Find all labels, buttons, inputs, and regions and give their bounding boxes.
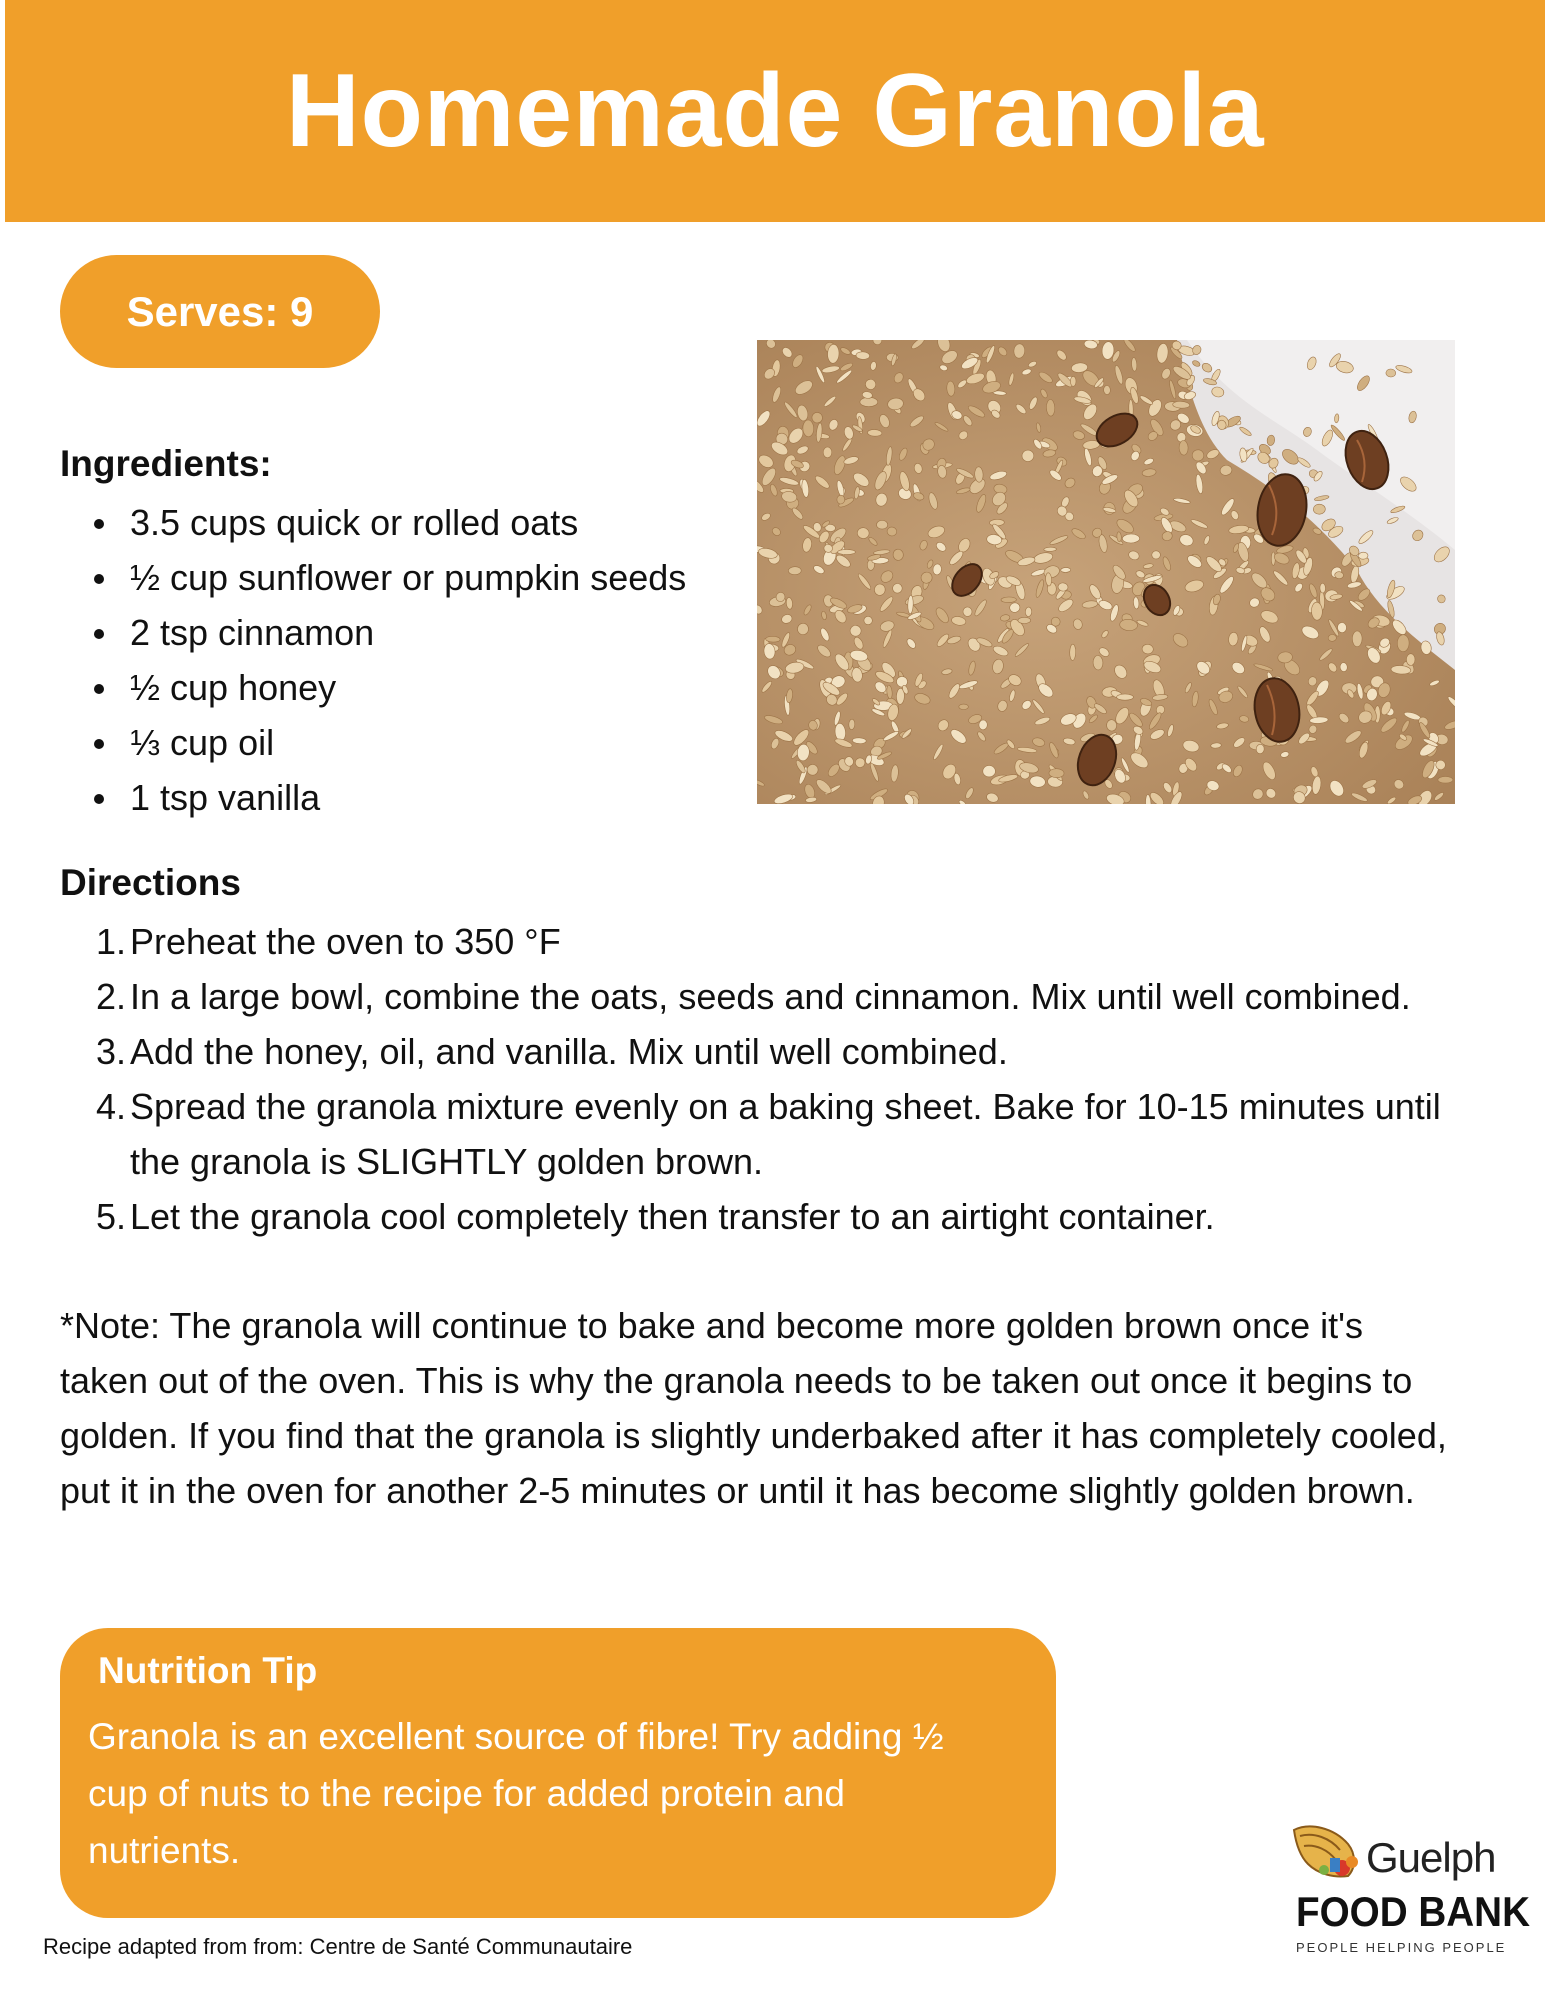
list-item: ½ cup honey (80, 660, 686, 715)
list-item: 2 tsp cinnamon (80, 605, 686, 660)
step-text: Preheat the oven to 350 °F (130, 921, 561, 962)
direction-step (80, 1189, 1460, 1244)
logo-guelph-text: Guelph (1366, 1834, 1496, 1881)
recipe-source: Recipe adapted from from: Centre de Santé Communautaire (43, 1934, 633, 1959)
step-text: In a large bowl, combine the oats, seeds and cinnamon. Mix until well combined. (130, 976, 1411, 1017)
list-item: ½ cup sunflower or pumpkin seeds (80, 550, 686, 605)
nutrition-tip-title: Nutrition Tip (98, 1650, 318, 1691)
guelph-food-bank-logo (1290, 1818, 1530, 1968)
step-number: 3. (96, 1031, 127, 1072)
directions-heading: Directions (60, 862, 241, 903)
list-item: ⅓ cup oil (80, 715, 686, 770)
nutrition-tip-box (60, 1628, 1056, 1918)
step-number: 2. (96, 976, 127, 1017)
direction-step (80, 914, 1460, 969)
granola-photo-illustration (757, 340, 1455, 804)
step-text: Add the honey, oil, and vanilla. Mix until well combined. (130, 1031, 1008, 1072)
direction-step (80, 1079, 1460, 1189)
direction-step (80, 969, 1460, 1024)
ingredients-list (80, 495, 686, 825)
step-text: Let the granola cool completely then transfer to an airtight container. (130, 1196, 1215, 1237)
step-number: 5. (96, 1196, 127, 1237)
directions-list (80, 914, 1460, 1244)
step-text: Spread the granola mixture evenly on a baking sheet. Bake for 10-15 minutes until the granola is SLIGHTLY golden brown. (130, 1086, 1441, 1182)
cornucopia-icon (1290, 1818, 1370, 1888)
granola-photo (757, 340, 1455, 804)
baking-note: *Note: The granola will continue to bake and become more golden brown once it's taken out of the oven. This is why the granola needs to be taken out once it begins to golden. If you find that the granola is slightly underbaked after it has completely cooled, put it in the oven for another 2-5 minutes or until it has become slightly golden brown. (60, 1305, 1447, 1511)
nutrition-tip-text: Granola is an excellent source of fibre! Try adding ½ cup of nuts to the recipe for added protein and nutrients. (88, 1716, 944, 1871)
direction-step (80, 1024, 1460, 1079)
logo-food-bank-text: FOOD BANK (1296, 1888, 1530, 1935)
step-number: 4. (96, 1086, 127, 1127)
step-number: 1. (96, 921, 127, 962)
list-item: 3.5 cups quick or rolled oats (80, 495, 686, 550)
list-item: 1 tsp vanilla (80, 770, 686, 825)
header-banner (5, 0, 1545, 222)
page-title: Homemade Granola (285, 53, 1265, 169)
ingredients-heading: Ingredients: (60, 443, 272, 484)
serves-label: Serves: 9 (126, 287, 314, 335)
serves-badge (60, 255, 380, 368)
logo-tagline: PEOPLE HELPING PEOPLE (1296, 1940, 1507, 1955)
